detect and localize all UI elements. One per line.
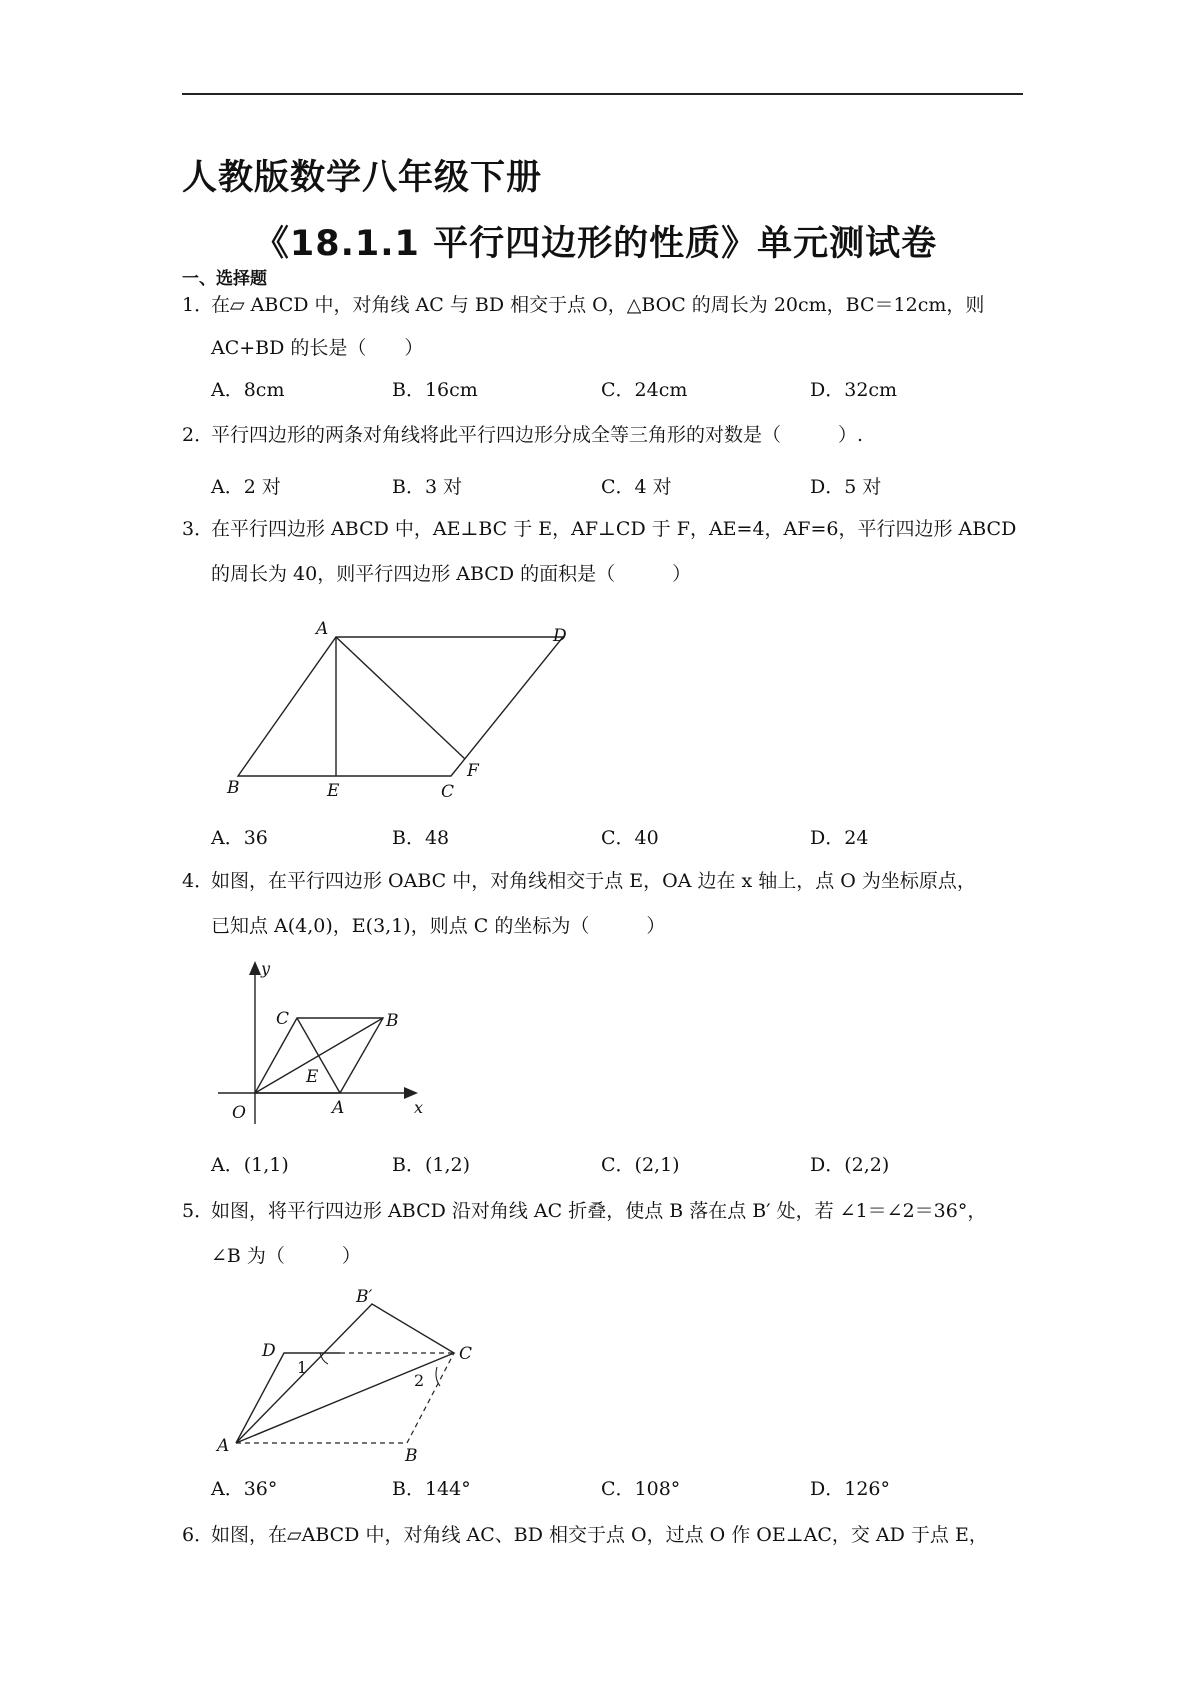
question-text: 如图，在平行四边形 OABC 中，对角线相交于点 E，OA 边在 x 轴上，点 O 为坐标原点， [211, 870, 976, 892]
document-subtitle: 《18.1.1 平行四边形的性质》单元测试卷 [253, 224, 938, 264]
question-4-option-c: C．(2,1) [601, 1154, 680, 1176]
question-3-option-b: B．48 [392, 827, 450, 849]
question-3-option-a: A．36 [211, 827, 268, 849]
label-c: C [441, 782, 455, 802]
question-2-option-a: A．2 对 [211, 476, 281, 498]
question-text: 如图，在▱ABCD 中，对角线 AC、BD 相交于点 O，过点 O 作 OE⊥AC，交 AD 于点 E， [211, 1524, 988, 1546]
segment-bc-dashed [407, 1353, 454, 1443]
label-b-prime: B′ [356, 1287, 373, 1307]
question-1-option-a: A．8cm [211, 379, 285, 401]
label-a: A [332, 1098, 345, 1118]
label-y: y [261, 959, 271, 978]
label-e: E [306, 1067, 319, 1087]
label-f: F [467, 761, 479, 781]
question-text: 在▱ ABCD 中，对角线 AC 与 BD 相交于点 O，△BOC 的周长为 20cm，BC＝12cm，则 [211, 294, 985, 316]
question-number: 5． [182, 1200, 214, 1222]
question-1-option-d: D．32cm [810, 379, 898, 401]
question-5-option-b: B．144° [392, 1478, 471, 1500]
question-3-line-2: 的周长为 40，则平行四边形 ABCD 的面积是（ ） [211, 563, 692, 585]
question-3-option-c: C．40 [601, 827, 659, 849]
question-2-option-c: C．4 对 [601, 476, 672, 498]
question-6-line-1 [182, 1520, 988, 1547]
question-text: 平行四边形的两条对角线将此平行四边形分成全等三角形的对数是（ ）. [211, 424, 864, 446]
question-3-option-d: D．24 [810, 827, 869, 849]
question-number: 3． [182, 518, 214, 540]
question-4-option-b: B．(1,2) [392, 1154, 471, 1176]
label-x: x [414, 1098, 424, 1117]
question-2-option-d: D．5 对 [810, 476, 882, 498]
question-1-line-2: AC+BD 的长是（ ） [211, 337, 424, 359]
angle-1-arc [320, 1353, 328, 1364]
label-b: B [227, 778, 240, 798]
question-5-option-a: A．36° [211, 1478, 278, 1500]
question-4-line-2: 已知点 A(4,0)，E(3,1)，则点 C 的坐标为（ ） [211, 915, 666, 937]
label-a: A [316, 619, 329, 639]
question-text: 在平行四边形 ABCD 中，AE⊥BC 于 E，AF⊥CD 于 F，AE=4，AF=6，平行四边形 ABCD [211, 518, 1017, 540]
question-number: 2． [182, 424, 214, 446]
label-b: B [405, 1446, 418, 1466]
question-2-option-b: B．3 对 [392, 476, 463, 498]
question-5-line-2: ∠B 为（ ） [211, 1245, 361, 1267]
question-number: 4． [182, 870, 214, 892]
question-4-option-a: A．(1,1) [211, 1154, 289, 1176]
label-angle-2: 2 [414, 1371, 425, 1390]
segment-a-d-c [236, 1353, 340, 1443]
section-heading: 一、选择题 [182, 269, 267, 289]
question-number: 1． [182, 294, 214, 316]
document-title: 人教版数学八年级下册 [182, 158, 543, 198]
angle-2-arc [436, 1367, 440, 1386]
question-1-option-b: B．16cm [392, 379, 478, 401]
label-a: A [217, 1436, 230, 1456]
label-c: C [459, 1344, 473, 1364]
label-e: E [327, 781, 340, 801]
question-4-option-d: D．(2,2) [810, 1154, 890, 1176]
label-d: D [553, 626, 567, 646]
question-1-option-c: C．24cm [601, 379, 688, 401]
label-b: B [386, 1011, 399, 1031]
question-5-option-d: D．126° [810, 1478, 890, 1500]
label-o: O [232, 1103, 246, 1123]
label-c: C [276, 1009, 290, 1029]
question-5-option-c: C．108° [601, 1478, 681, 1500]
label-angle-1: 1 [297, 1358, 308, 1377]
question-number: 6． [182, 1524, 214, 1546]
question-text: 如图，将平行四边形 ABCD 沿对角线 AC 折叠，使点 B 落在点 B′ 处，若 ∠1＝∠2＝36°， [211, 1200, 987, 1222]
label-d: D [262, 1341, 276, 1361]
